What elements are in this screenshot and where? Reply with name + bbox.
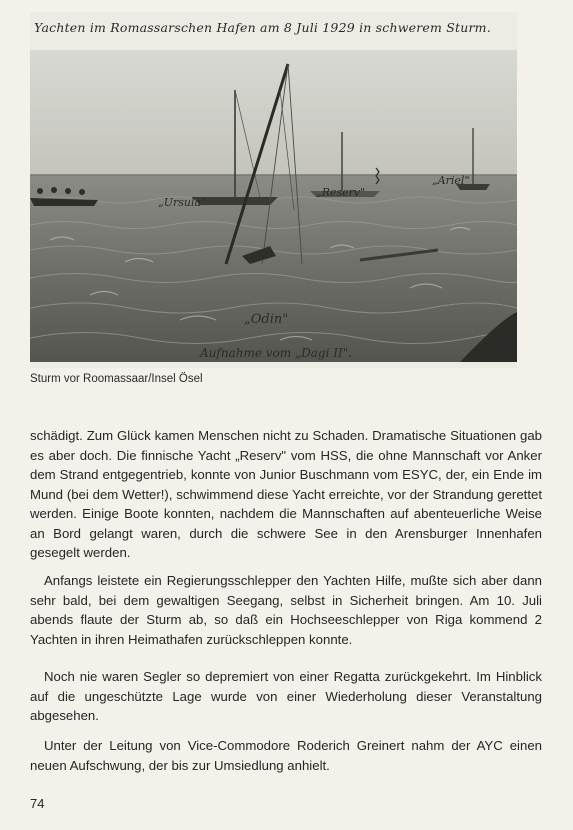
boat-label-reserv: „Reserv" [316,186,366,199]
photo-handwritten-footer: Aufnahme vom „Dagi II". [200,346,353,360]
paragraph-1: schädigt. Zum Glück kamen Menschen nicht zu Schaden. Dramatische Situationen gab es aber doch. Die finnische Yacht „Reserv" vom HSS, die ohne Mannschaft vor Anker dem Strand entgegentrieb, konnte von Junior Buschmann vom ESYC, der, ein Ende im Mund (bei dem Wetter!), schwimmend diese Yacht erreichte, vor der Strandung gerettet werden. Einige Boote konnten, nachdem die Mannschaften auf abenteuerliche Weise an Bord gelangt waren, durch die schwere See in den Arensburger Innenhafen gesegelt werden. [30,428,542,560]
storm-photo [30,50,517,362]
boat-label-odin: „Odin" [244,312,289,327]
paragraph-4: Unter der Leitung von Vice-Commodore Roderich Greinert nahm der AYC einen neuen Aufschwung, der bis zur Umsiedlung anhielt. [30,738,542,773]
boat-label-ursula: „Ursula" [158,196,207,209]
boat-label-ariel: „Ariel" [432,174,470,187]
photo-caption: Sturm vor Roomassaar/Insel Ösel [30,373,203,385]
photo-handwritten-title: Yachten im Romassarschen Hafen am 8 Juli 1929 in schwerem Sturm. [34,20,491,35]
paragraph-2: Anfangs leistete ein Regierungsschlepper den Yachten Hilfe, mußte sich aber dann sehr bald, bei dem gewaltigen Seegang, selbst in Sicherheit bringen. Am 10. Juli abends flaute der Sturm ab, so daß ein Hochseeschlepper von Riga kommend 2 Yachten in ihren Heimathafen zurückschleppen konnte. [30,573,542,647]
paragraph-3: Noch nie waren Segler so depremiert von einer Regatta zurückgekehrt. Im Hinblick auf die ungeschützte Lage wurde von einer Wiederholung dieser Veranstaltung abgesehen. [30,669,542,723]
photo-frame [30,12,517,368]
page-number: 74 [30,796,45,811]
